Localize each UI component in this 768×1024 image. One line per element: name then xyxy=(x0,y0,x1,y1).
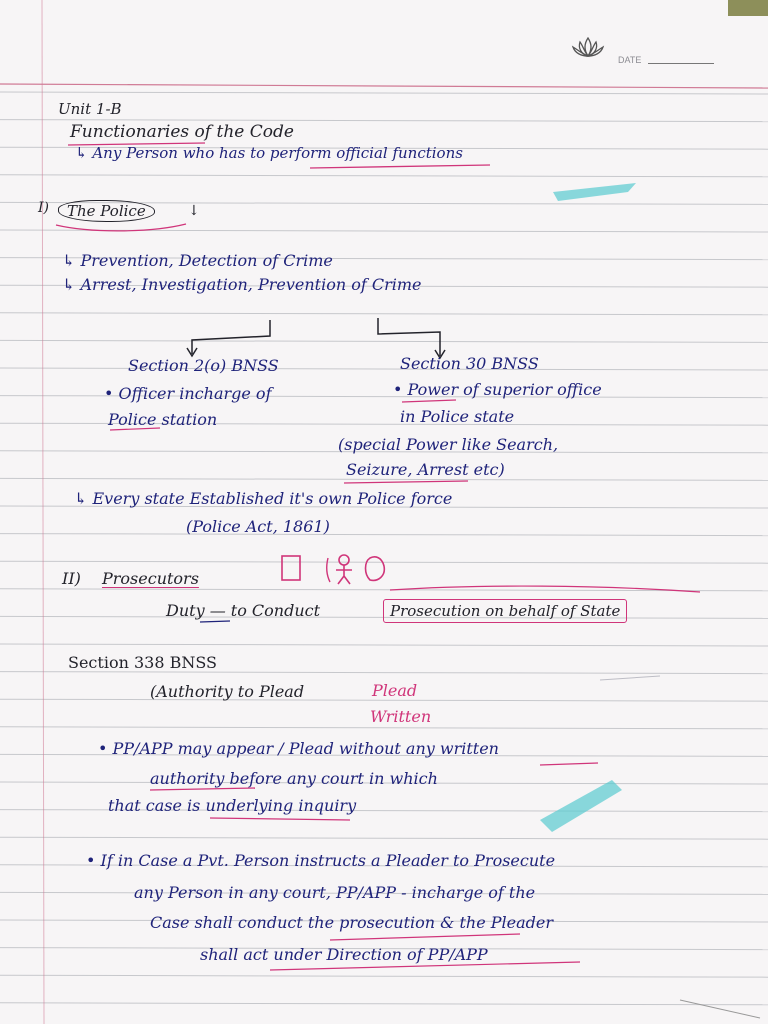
definition-line: ↳ Any Person who has to perform official functions xyxy=(75,144,463,162)
rule-line xyxy=(0,1003,768,1005)
bullet2-line-2: any Person in any court, PP/APP - incharge of the xyxy=(134,883,536,902)
rule-line xyxy=(0,644,768,646)
right-branch-line-3: (special Power like Search, xyxy=(338,435,559,454)
police-point-2: ↳ Arrest, Investigation, Prevention of Crime xyxy=(62,275,422,294)
rule-line xyxy=(0,230,768,232)
bullet1-line-3: that case is underlying inquiry xyxy=(108,796,357,815)
rule-line xyxy=(0,727,768,729)
every-state-line: ↳ Every state Established it's own Police force xyxy=(74,489,453,508)
lotus-icon xyxy=(570,36,606,60)
section1-heading: The Police xyxy=(58,200,155,222)
left-branch-line-2: Police station xyxy=(108,410,218,429)
left-branch-line-1: • Officer incharge of xyxy=(104,384,272,403)
section338-authority: (Authority to Plead xyxy=(150,682,305,701)
section1-arrow: ↓ xyxy=(188,203,200,219)
bullet1-line-1: • PP/APP may appear / Plead without any written xyxy=(98,739,499,758)
date-label: DATE xyxy=(618,55,642,65)
rule-line xyxy=(0,368,768,370)
police-act-line: (Police Act, 1861) xyxy=(186,517,330,536)
bullet2-line-3: Case shall conduct the prosecution & the Pleader xyxy=(150,913,554,932)
right-branch-title: Section 30 BNSS xyxy=(400,354,539,373)
police-point-1: ↳ Prevention, Detection of Crime xyxy=(62,251,333,270)
right-branch-line-2: in Police state xyxy=(400,407,515,426)
right-branch-line-4: Seizure, Arrest etc) xyxy=(346,460,505,479)
doodle-figures xyxy=(278,552,398,588)
section338-title: Section 338 BNSS xyxy=(68,653,217,672)
bullet2-line-1: • If in Case a Pvt. Person instructs a Pleader to Prosecute xyxy=(86,851,556,870)
section2-numeral: II) xyxy=(62,569,81,588)
unit-label: Unit 1-B xyxy=(58,100,122,118)
right-branch-line-1: • Power of superior office xyxy=(393,380,602,399)
duty-prefix: Duty — to Conduct xyxy=(166,601,321,620)
section1-numeral: I) xyxy=(38,200,49,216)
rule-line xyxy=(0,313,768,315)
rule-line xyxy=(0,175,768,177)
plead-word: Plead xyxy=(372,681,418,700)
topic-title: Functionaries of the Code xyxy=(70,122,294,142)
written-word: Written xyxy=(370,707,432,726)
left-margin-line xyxy=(42,0,44,1024)
bullet1-line-2: authority before any court in which xyxy=(150,769,438,788)
rule-line xyxy=(0,975,768,977)
top-margin-line xyxy=(0,84,768,88)
rule-line xyxy=(0,837,768,839)
rule-line xyxy=(0,589,768,591)
left-branch-title: Section 2(o) BNSS xyxy=(128,356,279,375)
rule-line xyxy=(0,92,768,94)
page-corner-shadow xyxy=(728,0,768,16)
date-underline xyxy=(648,63,714,64)
section2-heading: Prosecutors xyxy=(102,569,199,588)
rule-line xyxy=(0,534,768,536)
bullet2-line-4: shall act under Direction of PP/APP xyxy=(200,945,488,964)
duty-boxed: Prosecution on behalf of State xyxy=(383,599,627,623)
